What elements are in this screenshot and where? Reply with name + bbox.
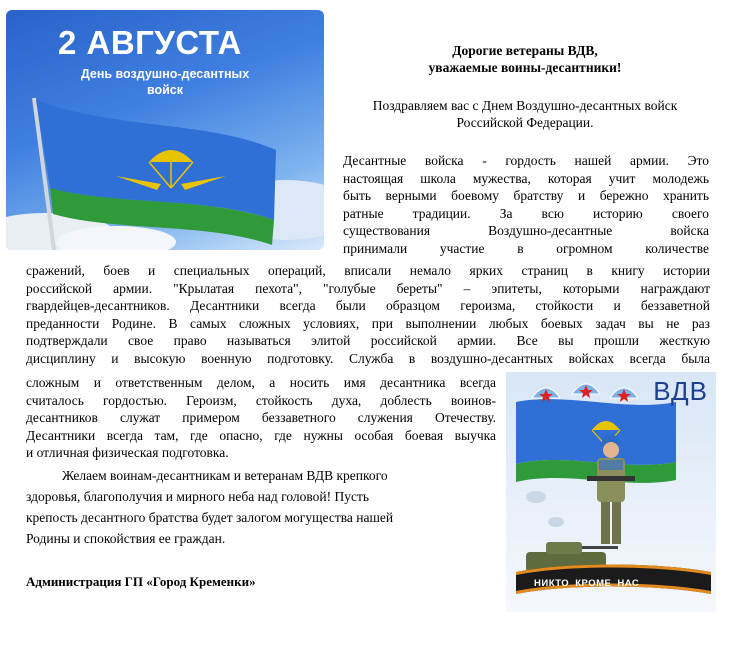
- congratulation-line: Поздравляем вас с Днем Воздушно-десантных войск Российской Федерации.: [372, 98, 678, 130]
- poster-vdv-label: ВДВ: [653, 376, 708, 406]
- poster-motto: НИКТО КРОМЕ НАС: [534, 578, 640, 589]
- banner-subtitle: День воздушно-десантных войск: [80, 67, 250, 97]
- greeting-heading: Дорогие ветераны ВДВ, уважаемые воины-десантники!: [428, 43, 622, 75]
- signature: Администрация ГП «Город Кременки»: [26, 574, 256, 589]
- paragraph-wishes: Желаем воинам-десантникам и ветеранам ВДВ крепкого здоровья, благополучия и мирного неба над головой! Пусть крепость десантного братства будет залогом могущества нашей Родины и спокойствия ее граждан.: [26, 468, 394, 546]
- airborne-day-banner: [6, 10, 324, 250]
- vdv-poster-image: [506, 372, 716, 612]
- banner-date-title: 2 АВГУСТА: [58, 24, 242, 61]
- paratrooper-illustration: [506, 372, 716, 612]
- paragraph-intro: Десантные войска - гордость нашей армии. Это настоящая школа мужества, которая учит молодежь быть верными боевому братству и бережно хранить ратные традиции. За всю историю своего существования Воздушно-десантные войска принимали участие в огромном количестве: [343, 153, 709, 256]
- paragraph-history: сражений, боев и специальных операций, вписали немало ярких страниц в книгу истории российской армии. "Крылатая пехота", "голубые береты" – эпитеты, которыми награждают гвардейцев-десантников. Десантники всегда были образцом героизма, стойкости и беззаветной преданности Родине. В самых сложных условиях, при выполнении любых боевых задач вы не раз подтверждали свое право называться элитой российской армии. Все вы прошли жесткую дисциплину и высокую военную подготовку. Служба в воздушно-десантных войсках всегда была: [26, 263, 710, 366]
- paragraph-heroism: сложным и ответственным делом, а носить имя десантника всегда считалось гордостью. Героизм, стойкость духа, доблесть воинов- десантников служат примером беззаветного служения Отечеству. Десантники всегда там, где опасно, где нужны особая боевая выучка и отличная физическая подготовка.: [26, 375, 496, 460]
